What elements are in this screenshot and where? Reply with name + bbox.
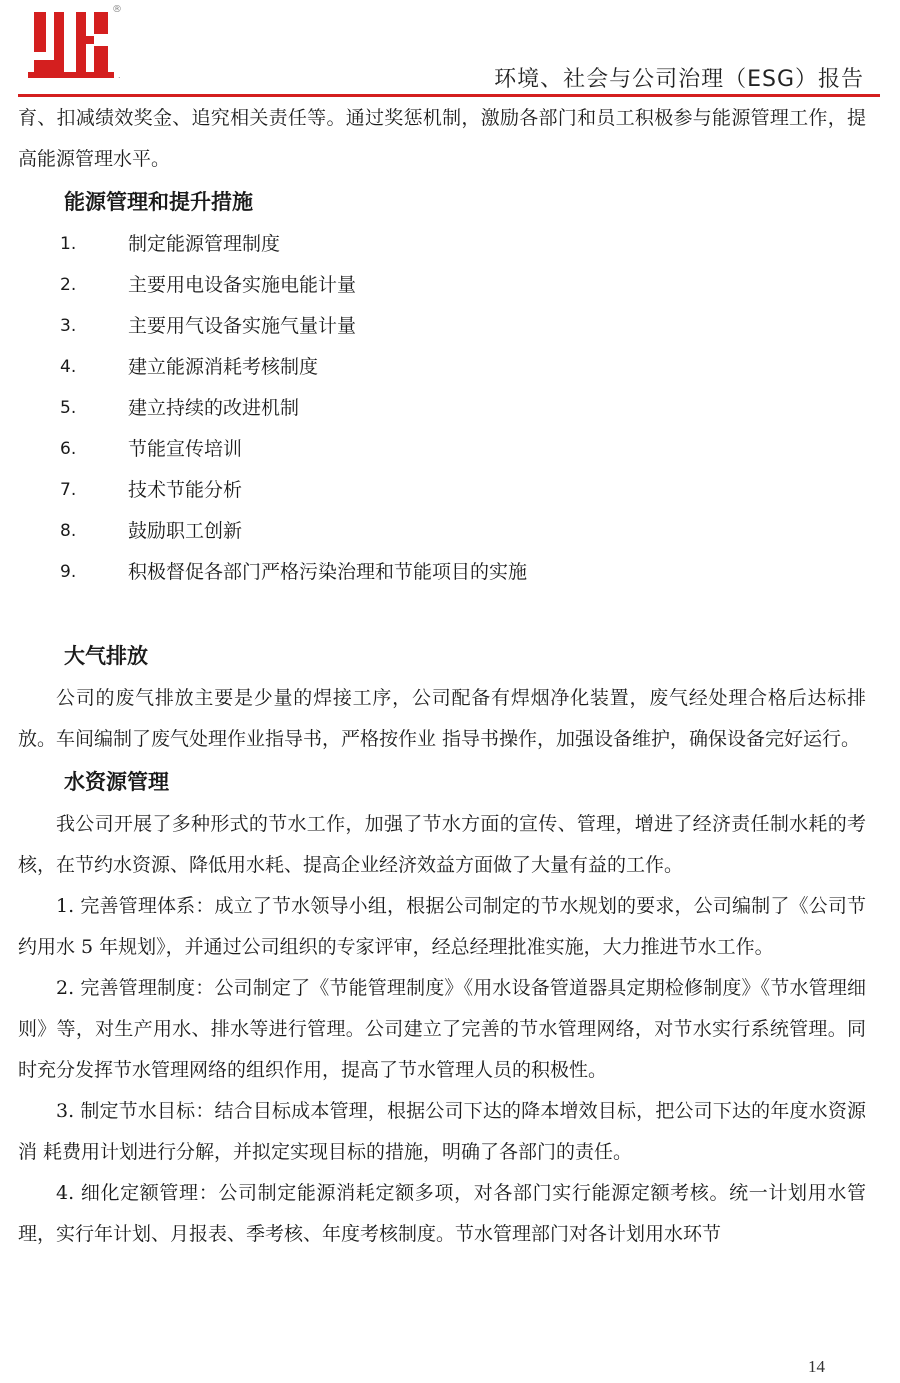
water-paragraph: 4. 细化定额管理：公司制定能源消耗定额多项，对各部门实行能源定额考核。统一计划用水管理，实行年计划、月报表、季考核、年度考核制度。节水管理部门对各计划用水环节 [18, 1182, 866, 1245]
list-item: 3. 主要用气设备实施气量计量 [60, 315, 357, 337]
list-item: 6. 节能宣传培训 [60, 438, 243, 460]
list-item: 1. 制定能源管理制度 [60, 233, 281, 255]
list-item: 9. 积极督促各部门严格污染治理和节能项目的实施 [60, 561, 528, 583]
report-title: 环境、社会与公司治理（ESG）报告 [494, 67, 864, 92]
air-emissions-heading: 大气排放 [64, 644, 148, 668]
page-number: 14 [808, 1357, 825, 1376]
header-divider [18, 94, 880, 97]
water-paragraph: 3. 制定节水目标：结合目标成本管理，根据公司下达的降本增效目标，把公司下达的年度水资源消 耗费用计划进行分解，并拟定实现目标的措施，明确了各部门的责任。 [18, 1100, 866, 1163]
water-heading: 水资源管理 [64, 770, 169, 794]
list-item: 2. 主要用电设备实施电能计量 [60, 274, 357, 296]
company-logo [28, 8, 114, 80]
air-emissions-paragraph: 公司的废气排放主要是少量的焊接工序，公司配备有焊烟净化装置，废气经处理合格后达标排放。车间编制了废气处理作业指导书，严格按作业 指导书操作，加强设备维护，确保设备完好运行。 [18, 687, 866, 750]
list-item: 8. 鼓励职工创新 [60, 520, 243, 542]
water-paragraph: 1. 完善管理体系：成立了节水领导小组，根据公司制定的节水规划的要求，公司编制了《公司节约用水 5 年规划》，并通过公司组织的专家评审，经总经理批准实施，大力推进节水工作。 [18, 895, 866, 958]
section-spacer [18, 593, 866, 634]
logo-dot-icon: . [118, 71, 121, 80]
energy-measures-heading: 能源管理和提升措施 [64, 190, 253, 214]
energy-measures-list [18, 224, 866, 593]
list-item: 5. 建立持续的改进机制 [60, 397, 300, 419]
continued-paragraph: 育、扣减绩效奖金、追究相关责任等。通过奖惩机制，激励各部门和员工积极参与能源管理工作，提高能源管理水平。 [18, 107, 866, 170]
water-paragraph: 2. 完善管理制度：公司制定了《节能管理制度》《用水设备管道器具定期检修制度》《节水管理细则》等，对生产用水、排水等进行管理。公司建立了完善的节水管理网络，对节水实行系统管理。同时充分发挥节水管理网络的组织作用，提高了节水管理人员的积极性。 [18, 977, 866, 1081]
registered-mark-icon: ® [112, 4, 122, 15]
list-item: 4. 建立能源消耗考核制度 [60, 356, 319, 378]
water-paragraph: 我公司开展了多种形式的节水工作，加强了节水方面的宣传、管理，增进了经济责任制水耗的考核，在节约水资源、降低用水耗、提高企业经济效益方面做了大量有益的工作。 [18, 813, 866, 876]
page-body [18, 98, 866, 1255]
list-item: 7. 技术节能分析 [60, 479, 243, 501]
